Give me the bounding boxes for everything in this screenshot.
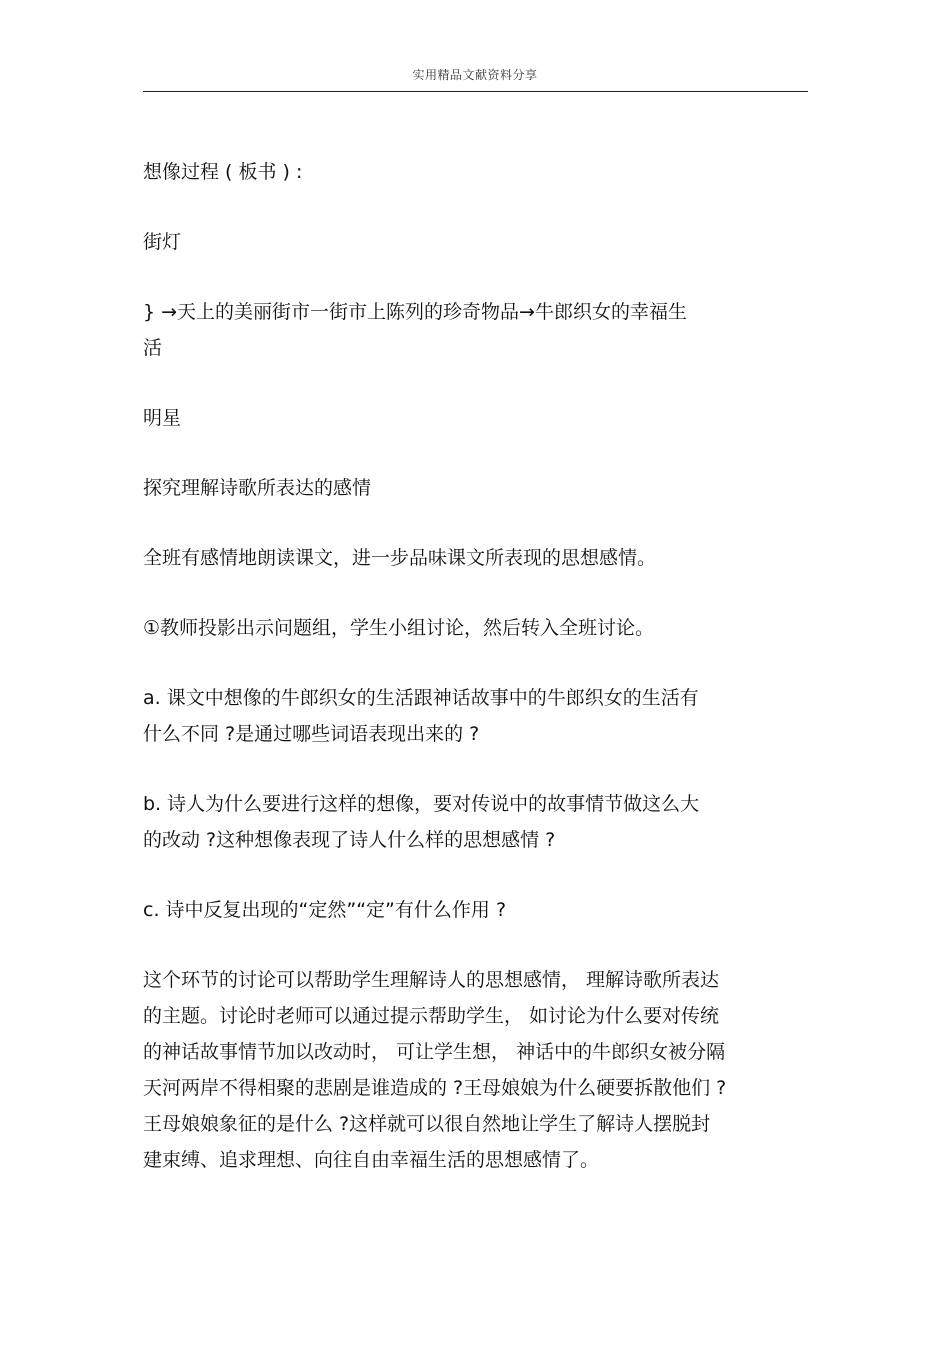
paragraph-teacher-projection: ①教师投影出示问题组，学生小组讨论，然后转入全班讨论。 — [143, 617, 655, 639]
paragraph-street-lamp: 街灯 — [143, 231, 182, 253]
summary-line2: 的主题。讨论时老师可以通过提示帮助学生， 如讨论为什么要对传统 — [143, 1005, 720, 1027]
summary-line4: 天河两岸不得相聚的悲剧是谁造成的 ?王母娘娘为什么硬要拆散他们 ? — [143, 1077, 727, 1099]
summary-line5: 王母娘娘象征的是什么 ?这样就可以很自然地让学生了解诗人摆脱封 — [143, 1113, 711, 1135]
question-b-line1: b. 诗人为什么要进行这样的想像，要对传说中的故事情节做这么大 — [143, 793, 700, 815]
summary-line1: 这个环节的讨论可以帮助学生理解诗人的思想感情， 理解诗歌所表达 — [143, 969, 720, 991]
question-b-line2: 的改动 ?这种想像表现了诗人什么样的思想感情 ? — [143, 829, 556, 851]
summary-line3: 的神话故事情节加以改动时， 可让学生想， 神话中的牛郎织女被分隔 — [143, 1041, 726, 1063]
header-divider — [143, 91, 808, 92]
paragraph-read-aloud: 全班有感情地朗读课文，进一步品味课文所表现的思想感情。 — [143, 547, 657, 569]
summary-line6: 建束缚、追求理想、向往自由幸福生活的思想感情了。 — [143, 1149, 600, 1171]
paragraph-imagination-chain-line1: } →天上的美丽街市一街市上陈列的珍奇物品→牛郎织女的幸福生 — [143, 301, 687, 323]
question-a-line1: a. 课文中想像的牛郎织女的生活跟神话故事中的牛郎织女的生活有 — [143, 687, 699, 709]
page-header: 实用精品文献资料分享 — [412, 68, 538, 82]
paragraph-bright-star: 明星 — [143, 407, 182, 429]
paragraph-imagination-chain-line2: 活 — [143, 337, 163, 359]
paragraph-imagination-process: 想像过程 ( 板书 ) : — [143, 161, 303, 183]
section-heading-explore-emotion: 探究理解诗歌所表达的感情 — [143, 477, 372, 499]
question-a-line2: 什么不同 ?是通过哪些词语表现出来的 ? — [143, 723, 480, 745]
question-c: c. 诗中反复出现的“定然”“定”有什么作用 ? — [143, 899, 507, 921]
